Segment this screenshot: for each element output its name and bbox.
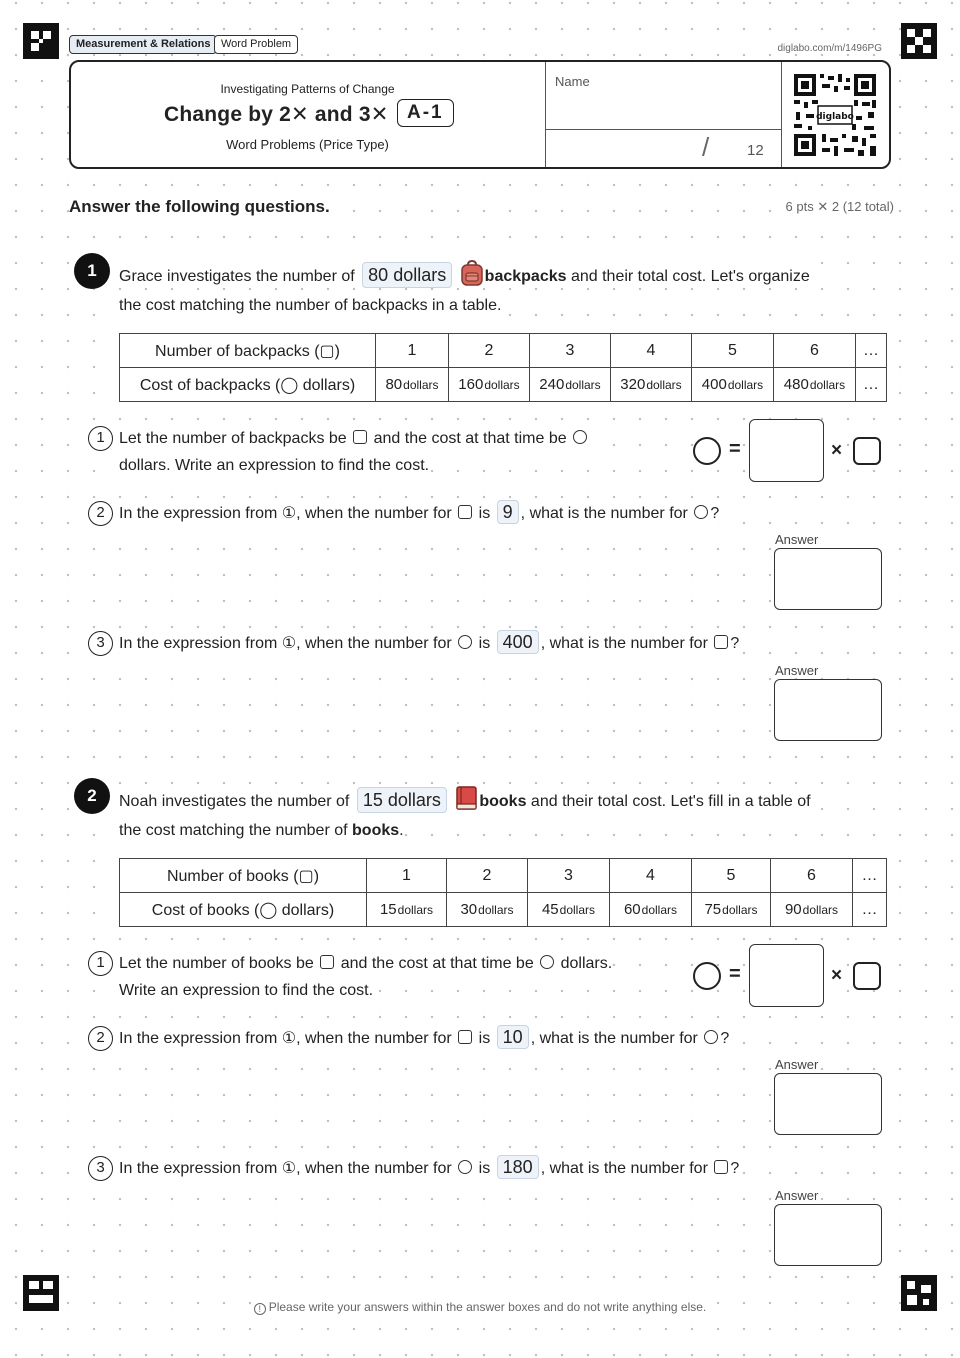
given-value-chip: 400	[497, 630, 539, 654]
sub-question-number: 2	[88, 1026, 113, 1051]
table-cell-count: 3	[530, 334, 611, 368]
given-value-chip: 9	[497, 500, 519, 524]
worksheet-subtitle: Investigating Patterns of Change	[220, 82, 395, 96]
table-cell-cost	[611, 368, 692, 402]
sub-question-text-part: dollars.	[560, 955, 613, 972]
unit-price-chip	[362, 262, 452, 288]
answer-label: Answer	[775, 1188, 819, 1203]
problem-text: and their total cost. Let's organize	[570, 268, 810, 285]
score-total: 12	[747, 142, 764, 159]
cost-unit: dollars	[722, 903, 758, 917]
answer-box[interactable]	[774, 679, 882, 741]
sub-question-text-part: is	[478, 635, 491, 652]
circle-symbol-icon	[704, 1030, 718, 1044]
cost-unit: dollars	[559, 903, 596, 917]
cost-value: 90	[784, 901, 802, 918]
cost-value: 60	[623, 901, 641, 918]
cost-value: 240	[539, 376, 565, 393]
expression-area	[693, 943, 883, 1008]
sub-question-text-part: In the expression from ①, when the number for	[119, 1030, 452, 1047]
table-cell-count: 6	[774, 334, 856, 368]
table-cell-cost	[367, 893, 447, 927]
footer-note-text: Please write your answers within the answer boxes and do not write anything else.	[268, 1300, 707, 1314]
cost-value: 400	[701, 376, 727, 393]
square-symbol-icon	[458, 1030, 472, 1044]
sub-question-text: Write an expression to find the cost.	[119, 977, 373, 1004]
cost-value: 45	[541, 901, 559, 918]
sub-question-text: dollars. Write an expression to find the cost.	[119, 452, 429, 479]
corner-marker-top-left-icon	[23, 23, 59, 59]
problem-text: Grace investigates the number of	[119, 268, 355, 285]
site-url: diglabo.com/m/1496PG	[777, 43, 882, 54]
instructions: Answer the following questions.	[69, 197, 334, 217]
problem-1-table	[119, 333, 887, 402]
sub-question-text-part: ?	[730, 1160, 740, 1177]
unit-price-value: 80	[368, 265, 389, 285]
answer-label: Answer	[775, 532, 819, 547]
sub-question-text-part: , what is the number for	[540, 635, 708, 652]
level-badge: A-1	[397, 99, 454, 127]
sub-question-number: 2	[88, 501, 113, 526]
problem-2-line-1	[119, 785, 811, 813]
table-cell-cost	[692, 368, 774, 402]
sub-question-text-part: ?	[720, 1030, 730, 1047]
answer-box[interactable]	[774, 1073, 882, 1135]
square-symbol-icon	[853, 437, 881, 465]
sub-question-text	[119, 425, 589, 452]
problem-2-table	[119, 858, 887, 927]
problem-text: .	[399, 822, 404, 839]
square-symbol-icon	[714, 635, 728, 649]
cost-value: 75	[704, 901, 722, 918]
times-sign: ×	[831, 965, 843, 986]
sub-question-text	[119, 500, 719, 527]
points-info: 6 pts ✕ 2 (12 total)	[785, 199, 894, 214]
sub-question-text-part: ?	[730, 635, 740, 652]
sub-question-number: 3	[88, 1156, 113, 1181]
table-cell-cost	[610, 893, 692, 927]
problem-text: the cost matching the number of	[119, 822, 348, 839]
table-cell-count: 6	[771, 859, 853, 893]
item-name: books	[352, 822, 400, 839]
square-symbol-icon	[458, 505, 472, 519]
cost-value: 320	[620, 376, 646, 393]
table-cell-cost	[771, 893, 853, 927]
cost-unit: dollars	[403, 378, 439, 392]
circle-symbol-icon	[573, 430, 587, 444]
sub-question-text	[119, 950, 612, 977]
header-divider	[781, 62, 782, 167]
table-cell-count: 1	[376, 334, 449, 368]
square-symbol-icon	[320, 955, 334, 969]
table-row	[120, 859, 887, 893]
table-cell-count: 4	[610, 859, 692, 893]
sub-question-text-part: is	[478, 1030, 491, 1047]
table-row-label: Number of books (▢)	[120, 859, 367, 893]
circle-symbol-icon	[693, 962, 721, 990]
book-icon	[454, 785, 478, 811]
sub-question-text-part: , what is the number for	[520, 505, 688, 522]
table-cell-cost	[774, 368, 856, 402]
unit-price-unit: dollars	[387, 790, 441, 810]
worksheet-header	[69, 60, 891, 169]
square-symbol-icon	[853, 962, 881, 990]
given-value-chip: 10	[497, 1025, 529, 1049]
table-cell-count: 1	[367, 859, 447, 893]
sub-question-number: 1	[88, 426, 113, 451]
sub-question-text-part: In the expression from ①, when the number for	[119, 635, 452, 652]
worksheet-caption: Word Problems (Price Type)	[226, 137, 389, 152]
sub-question-text-part: Let the number of backpacks be	[119, 430, 347, 447]
circle-symbol-icon	[540, 955, 554, 969]
table-row	[120, 893, 887, 927]
category-tag: Measurement & Relations	[69, 35, 217, 54]
sub-question-text-part: ?	[710, 505, 720, 522]
cost-value: 30	[460, 901, 478, 918]
equals-sign: =	[729, 438, 741, 460]
qr-code-label: diglabo	[816, 112, 854, 122]
table-cell-cost	[530, 368, 611, 402]
circle-symbol-icon	[458, 635, 472, 649]
problem-number: 1	[74, 253, 110, 289]
answer-box[interactable]	[774, 1204, 882, 1266]
cost-unit: dollars	[478, 903, 514, 917]
name-field-label: Name	[555, 74, 590, 89]
backpack-icon	[460, 260, 484, 286]
sub-question-text	[119, 630, 739, 657]
problem-number: 2	[74, 778, 110, 814]
problem-1-line-2: the cost matching the number of backpacks in a table.	[119, 295, 501, 317]
table-cell-count: 2	[449, 334, 530, 368]
cost-unit: dollars	[397, 903, 434, 917]
sub-question-text-part: and the cost at that time be	[373, 430, 567, 447]
answer-label: Answer	[775, 663, 819, 678]
table-cell-cost	[447, 893, 528, 927]
circle-symbol-icon	[458, 1160, 472, 1174]
cost-unit: dollars	[809, 378, 846, 392]
header-divider	[545, 62, 546, 167]
cost-unit: dollars	[641, 903, 678, 917]
header-divider	[545, 129, 781, 130]
table-cell-ellipsis: …	[853, 893, 887, 927]
sub-question-text	[119, 1155, 739, 1182]
answer-box[interactable]	[774, 548, 882, 610]
type-tag: Word Problem	[214, 35, 298, 54]
table-cell-cost	[692, 893, 771, 927]
table-row	[120, 368, 887, 402]
cost-unit: dollars	[565, 378, 601, 392]
unit-price-chip	[357, 787, 447, 813]
qr-code-icon	[792, 72, 878, 158]
worksheet-title: Change by 2✕ and 3✕	[164, 103, 389, 126]
circle-symbol-icon	[694, 505, 708, 519]
cost-unit: dollars	[802, 903, 839, 917]
sub-question-text-part: and the cost at that time be	[340, 955, 534, 972]
table-cell-ellipsis: …	[856, 368, 887, 402]
sub-question-text-part: is	[478, 505, 491, 522]
cost-value: 80	[385, 376, 403, 393]
table-row-label: Number of backpacks (▢)	[120, 334, 376, 368]
square-symbol-icon	[353, 430, 367, 444]
problem-1-line-1	[119, 260, 810, 288]
cost-unit: dollars	[646, 378, 682, 392]
sub-question-text-part: In the expression from ①, when the number for	[119, 1160, 452, 1177]
table-cell-cost	[376, 368, 449, 402]
table-cell-ellipsis: …	[853, 859, 887, 893]
footer-note	[0, 1300, 960, 1315]
sub-question-text-part: , what is the number for	[540, 1160, 708, 1177]
table-cell-count: 2	[447, 859, 528, 893]
unit-price-value: 15	[362, 790, 383, 810]
answer-label: Answer	[775, 1057, 819, 1072]
table-cell-count: 4	[611, 334, 692, 368]
expression-answer-box[interactable]	[749, 419, 824, 482]
sub-question-text-part: Let the number of books be	[119, 955, 314, 972]
problem-2-line-2	[119, 820, 404, 842]
sub-question-number: 3	[88, 631, 113, 656]
sub-question-text-part: is	[478, 1160, 491, 1177]
sub-question-text	[119, 1025, 729, 1052]
equals-sign: =	[729, 963, 741, 985]
cost-value: 160	[458, 376, 484, 393]
cost-value: 15	[379, 901, 397, 918]
table-cell-count: 3	[528, 859, 610, 893]
problem-text: Noah investigates the number of	[119, 793, 350, 810]
score-slash: /	[702, 132, 710, 162]
cost-value: 480	[783, 376, 809, 393]
table-row	[120, 334, 887, 368]
item-name: books	[479, 793, 527, 810]
sub-question-text-part: In the expression from ①, when the number for	[119, 505, 452, 522]
cost-unit: dollars	[484, 378, 520, 392]
table-row-label: Cost of books (◯ dollars)	[120, 893, 367, 927]
table-cell-cost	[528, 893, 610, 927]
unit-price-unit: dollars	[393, 265, 447, 285]
info-icon: !	[254, 1303, 266, 1315]
corner-marker-top-right-icon	[901, 23, 937, 59]
table-cell-ellipsis: …	[856, 334, 887, 368]
given-value-chip: 180	[497, 1155, 539, 1179]
sub-question-text-part: , what is the number for	[530, 1030, 698, 1047]
expression-answer-box[interactable]	[749, 944, 824, 1007]
sub-question-number: 1	[88, 951, 113, 976]
square-symbol-icon	[714, 1160, 728, 1174]
times-sign: ×	[831, 440, 843, 461]
table-cell-cost	[449, 368, 530, 402]
table-cell-count: 5	[692, 859, 771, 893]
table-row-label: Cost of backpacks (◯ dollars)	[120, 368, 376, 402]
item-name: backpacks	[484, 268, 567, 285]
expression-area	[693, 418, 883, 483]
circle-symbol-icon	[693, 437, 721, 465]
problem-text: and their total cost. Let's fill in a table of	[530, 793, 811, 810]
table-cell-count: 5	[692, 334, 774, 368]
cost-unit: dollars	[727, 378, 764, 392]
